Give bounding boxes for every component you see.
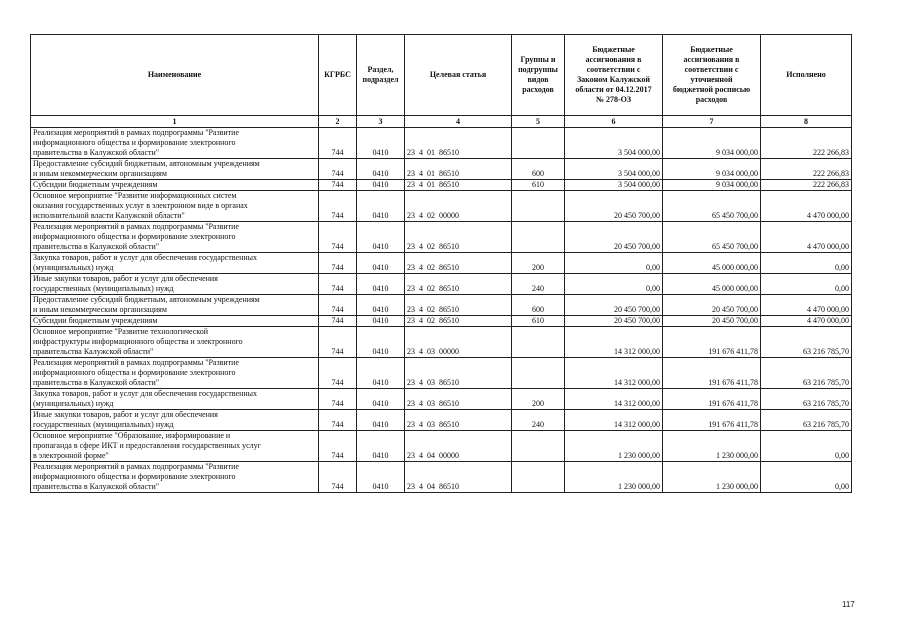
row-group: 610 — [512, 180, 565, 191]
row-target: 23 4 01 86510 — [405, 159, 512, 180]
row-name: Иные закупки товаров, работ и услуг для обеспечения государственных (муниципальных) нужд — [31, 274, 319, 295]
row-group: 200 — [512, 389, 565, 410]
row-name: Предоставление субсидий бюджетным, автономным учреждениям и иным некоммерческим организациям — [31, 295, 319, 316]
header-refined-allocations: Бюджетные ассигнования в соответствии с уточненной бюджетной росписью расходов — [663, 35, 761, 116]
row-ktrbs: 744 — [319, 327, 357, 358]
budget-table — [30, 34, 852, 493]
row-law-allocation: 0,00 — [565, 253, 663, 274]
row-section: 0410 — [357, 358, 405, 389]
row-ktrbs: 744 — [319, 222, 357, 253]
row-refined-allocation: 1 230 000,00 — [663, 431, 761, 462]
row-executed: 222 266,83 — [761, 159, 852, 180]
table-row — [31, 180, 852, 191]
row-group — [512, 431, 565, 462]
row-section: 0410 — [357, 180, 405, 191]
row-target: 23 4 02 86510 — [405, 316, 512, 327]
row-ktrbs: 744 — [319, 316, 357, 327]
row-executed: 0,00 — [761, 274, 852, 295]
row-section: 0410 — [357, 431, 405, 462]
row-target: 23 4 03 86510 — [405, 358, 512, 389]
row-executed: 0,00 — [761, 253, 852, 274]
row-group — [512, 327, 565, 358]
row-executed: 0,00 — [761, 462, 852, 493]
table-row — [31, 316, 852, 327]
table-row — [31, 389, 852, 410]
row-target: 23 4 04 86510 — [405, 462, 512, 493]
row-refined-allocation: 65 450 700,00 — [663, 191, 761, 222]
row-law-allocation: 3 504 000,00 — [565, 159, 663, 180]
row-target: 23 4 01 86510 — [405, 180, 512, 191]
row-refined-allocation: 9 034 000,00 — [663, 159, 761, 180]
row-section: 0410 — [357, 159, 405, 180]
row-section: 0410 — [357, 389, 405, 410]
row-name: Реализация мероприятий в рамках подпрограммы "Развитие информационного общества и формирование электронного правительства в Калужской области" — [31, 462, 319, 493]
row-refined-allocation: 191 676 411,78 — [663, 358, 761, 389]
row-name: Закупка товаров, работ и услуг для обеспечения государственных (муниципальных) нужд — [31, 389, 319, 410]
row-executed: 0,00 — [761, 431, 852, 462]
row-law-allocation: 14 312 000,00 — [565, 410, 663, 431]
page-number: 117 — [842, 600, 855, 609]
row-ktrbs: 744 — [319, 191, 357, 222]
row-group: 240 — [512, 410, 565, 431]
row-refined-allocation: 45 000 000,00 — [663, 274, 761, 295]
table-row — [31, 358, 852, 389]
row-ktrbs: 744 — [319, 253, 357, 274]
row-group: 600 — [512, 159, 565, 180]
row-section: 0410 — [357, 222, 405, 253]
row-name: Основное мероприятие "Образование, информирование и пропаганда в сфере ИКТ и предоставления государственных услуг в электронной форме" — [31, 431, 319, 462]
header-executed: Исполнено — [761, 35, 852, 116]
row-executed: 63 216 785,70 — [761, 410, 852, 431]
row-section: 0410 — [357, 274, 405, 295]
row-ktrbs: 744 — [319, 295, 357, 316]
row-target: 23 4 03 00000 — [405, 327, 512, 358]
row-target: 23 4 02 00000 — [405, 191, 512, 222]
header-ktrbs: КГРБС — [319, 35, 357, 116]
row-refined-allocation: 20 450 700,00 — [663, 295, 761, 316]
row-section: 0410 — [357, 327, 405, 358]
row-group — [512, 358, 565, 389]
row-name: Реализация мероприятий в рамках подпрограммы "Развитие информационного общества и формирование электронного правительства в Калужской области" — [31, 358, 319, 389]
row-group: 200 — [512, 253, 565, 274]
row-name: Субсидии бюджетным учреждениям — [31, 316, 319, 327]
row-law-allocation: 1 230 000,00 — [565, 431, 663, 462]
table-row — [31, 253, 852, 274]
row-section: 0410 — [357, 253, 405, 274]
row-name: Реализация мероприятий в рамках подпрограммы "Развитие информационного общества и формирование электронного правительства в Калужской области" — [31, 128, 319, 159]
row-group — [512, 222, 565, 253]
row-ktrbs: 744 — [319, 410, 357, 431]
row-ktrbs: 744 — [319, 274, 357, 295]
row-refined-allocation: 45 000 000,00 — [663, 253, 761, 274]
row-executed: 63 216 785,70 — [761, 358, 852, 389]
row-executed: 4 470 000,00 — [761, 191, 852, 222]
table-row — [31, 128, 852, 159]
table-row — [31, 431, 852, 462]
column-number-row — [31, 116, 852, 128]
column-number: 8 — [761, 116, 852, 128]
table-row — [31, 410, 852, 431]
row-section: 0410 — [357, 410, 405, 431]
column-number: 1 — [31, 116, 319, 128]
row-refined-allocation: 191 676 411,78 — [663, 327, 761, 358]
row-refined-allocation: 20 450 700,00 — [663, 316, 761, 327]
row-law-allocation: 14 312 000,00 — [565, 327, 663, 358]
row-section: 0410 — [357, 191, 405, 222]
row-target: 23 4 03 86510 — [405, 410, 512, 431]
column-number: 6 — [565, 116, 663, 128]
row-executed: 4 470 000,00 — [761, 316, 852, 327]
table-row — [31, 462, 852, 493]
table-body — [31, 128, 852, 493]
header-section: Раздел, подраздел — [357, 35, 405, 116]
row-target: 23 4 02 86510 — [405, 222, 512, 253]
row-law-allocation: 3 504 000,00 — [565, 180, 663, 191]
row-target: 23 4 03 86510 — [405, 389, 512, 410]
column-number: 7 — [663, 116, 761, 128]
row-refined-allocation: 9 034 000,00 — [663, 180, 761, 191]
table-row — [31, 295, 852, 316]
row-name: Основное мероприятие "Развитие информационных систем оказания государственных услуг в электронном виде в органах исполнительной власти Калужской области" — [31, 191, 319, 222]
column-number: 5 — [512, 116, 565, 128]
row-law-allocation: 20 450 700,00 — [565, 316, 663, 327]
row-ktrbs: 744 — [319, 159, 357, 180]
row-group: 240 — [512, 274, 565, 295]
row-refined-allocation: 191 676 411,78 — [663, 410, 761, 431]
row-law-allocation: 14 312 000,00 — [565, 358, 663, 389]
row-executed: 63 216 785,70 — [761, 327, 852, 358]
table-row — [31, 327, 852, 358]
row-section: 0410 — [357, 462, 405, 493]
table-row — [31, 222, 852, 253]
row-group — [512, 191, 565, 222]
table-row — [31, 191, 852, 222]
row-name: Закупка товаров, работ и услуг для обеспечения государственных (муниципальных) нужд — [31, 253, 319, 274]
row-law-allocation: 3 504 000,00 — [565, 128, 663, 159]
row-law-allocation: 14 312 000,00 — [565, 389, 663, 410]
row-name: Реализация мероприятий в рамках подпрограммы "Развитие информационного общества и формирование электронного правительства в Калужской области" — [31, 222, 319, 253]
row-ktrbs: 744 — [319, 431, 357, 462]
header-name: Наименование — [31, 35, 319, 116]
row-group: 610 — [512, 316, 565, 327]
row-refined-allocation: 191 676 411,78 — [663, 389, 761, 410]
header-target: Целевая статья — [405, 35, 512, 116]
row-law-allocation: 0,00 — [565, 274, 663, 295]
column-number: 3 — [357, 116, 405, 128]
row-refined-allocation: 9 034 000,00 — [663, 128, 761, 159]
row-law-allocation: 20 450 700,00 — [565, 191, 663, 222]
row-name: Предоставление субсидий бюджетным, автономным учреждениям и иным некоммерческим организациям — [31, 159, 319, 180]
row-name: Основное мероприятие "Развитие технологической инфраструктуры информационного общества и электронного правительства Калужской области" — [31, 327, 319, 358]
header-row — [31, 35, 852, 116]
column-number: 4 — [405, 116, 512, 128]
row-law-allocation: 1 230 000,00 — [565, 462, 663, 493]
row-refined-allocation: 65 450 700,00 — [663, 222, 761, 253]
row-target: 23 4 01 86510 — [405, 128, 512, 159]
row-executed: 4 470 000,00 — [761, 222, 852, 253]
row-law-allocation: 20 450 700,00 — [565, 295, 663, 316]
row-executed: 4 470 000,00 — [761, 295, 852, 316]
row-ktrbs: 744 — [319, 358, 357, 389]
row-refined-allocation: 1 230 000,00 — [663, 462, 761, 493]
row-group: 600 — [512, 295, 565, 316]
row-section: 0410 — [357, 128, 405, 159]
row-ktrbs: 744 — [319, 128, 357, 159]
table-row — [31, 159, 852, 180]
row-ktrbs: 744 — [319, 462, 357, 493]
row-name: Иные закупки товаров, работ и услуг для обеспечения государственных (муниципальных) нужд — [31, 410, 319, 431]
row-group — [512, 128, 565, 159]
row-target: 23 4 04 00000 — [405, 431, 512, 462]
row-executed: 222 266,83 — [761, 180, 852, 191]
row-executed: 222 266,83 — [761, 128, 852, 159]
row-section: 0410 — [357, 316, 405, 327]
row-ktrbs: 744 — [319, 389, 357, 410]
row-group — [512, 462, 565, 493]
row-ktrbs: 744 — [319, 180, 357, 191]
row-section: 0410 — [357, 295, 405, 316]
row-target: 23 4 02 86510 — [405, 274, 512, 295]
row-target: 23 4 02 86510 — [405, 253, 512, 274]
row-executed: 63 216 785,70 — [761, 389, 852, 410]
table-row — [31, 274, 852, 295]
row-target: 23 4 02 86510 — [405, 295, 512, 316]
header-law-allocations: Бюджетные ассигнования в соответствии с Законом Калужской области от 04.12.2017 № 278-ОЗ — [565, 35, 663, 116]
row-name: Субсидии бюджетным учреждениям — [31, 180, 319, 191]
header-groups: Группы и подгруппы видов расходов — [512, 35, 565, 116]
row-law-allocation: 20 450 700,00 — [565, 222, 663, 253]
column-number: 2 — [319, 116, 357, 128]
